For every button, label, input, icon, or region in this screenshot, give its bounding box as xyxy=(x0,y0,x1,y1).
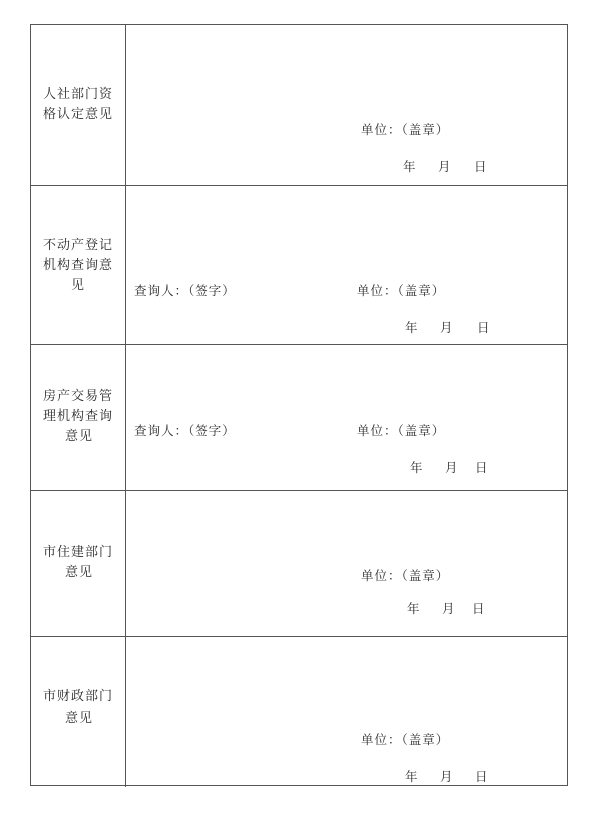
seal-label: 单位：（盖章） xyxy=(357,423,446,438)
row-label-line: 格认定意见 xyxy=(43,107,114,122)
row-label-line: 意见 xyxy=(65,711,94,726)
date-year: 年 xyxy=(410,460,423,475)
row-label-cell xyxy=(31,491,126,636)
row-real-estate-registry xyxy=(31,186,567,345)
date-day: 日 xyxy=(472,601,485,616)
row-label-line: 机构查询意 xyxy=(43,258,114,273)
opinion-form-table xyxy=(30,24,568,786)
date-day: 日 xyxy=(474,159,487,174)
date-month: 月 xyxy=(440,320,453,335)
date-year: 年 xyxy=(405,769,418,784)
date-day: 日 xyxy=(477,320,490,335)
date-year: 年 xyxy=(403,159,416,174)
row-label-line: 意见 xyxy=(65,429,94,444)
seal-label: 单位：（盖章） xyxy=(357,283,446,298)
row-housing-construction-dept xyxy=(31,491,567,637)
signer-label: 查询人：（签字） xyxy=(134,423,236,438)
date-year: 年 xyxy=(405,320,418,335)
row-label-line: 意见 xyxy=(65,565,94,580)
row-label-cell xyxy=(31,25,126,185)
row-label-line: 房产交易管 xyxy=(43,389,114,404)
row-label-line: 不动产登记 xyxy=(43,238,114,253)
row-label-line: 理机构查询 xyxy=(43,409,114,424)
date-month: 月 xyxy=(442,601,455,616)
seal-label: 单位：（盖章） xyxy=(361,122,450,137)
seal-label: 单位：（盖章） xyxy=(361,732,450,747)
row-label-line: 市财政部门 xyxy=(43,689,114,704)
seal-label: 单位：（盖章） xyxy=(361,568,450,583)
date-day: 日 xyxy=(475,460,488,475)
date-day: 日 xyxy=(475,769,488,784)
date-month: 月 xyxy=(445,460,458,475)
signer-label: 查询人：（签字） xyxy=(134,283,236,298)
row-finance-dept xyxy=(31,637,567,787)
row-label-line: 见 xyxy=(71,278,86,293)
row-housing-transaction xyxy=(31,345,567,491)
date-year: 年 xyxy=(407,601,420,616)
row-label-cell xyxy=(31,345,126,490)
row-label-line: 人社部门资 xyxy=(43,87,114,102)
row-label-line: 市住建部门 xyxy=(43,545,114,560)
row-label-cell xyxy=(31,186,126,344)
row-label-cell xyxy=(31,637,126,787)
row-hr-qualification xyxy=(31,25,567,186)
date-month: 月 xyxy=(438,159,451,174)
date-month: 月 xyxy=(440,769,453,784)
